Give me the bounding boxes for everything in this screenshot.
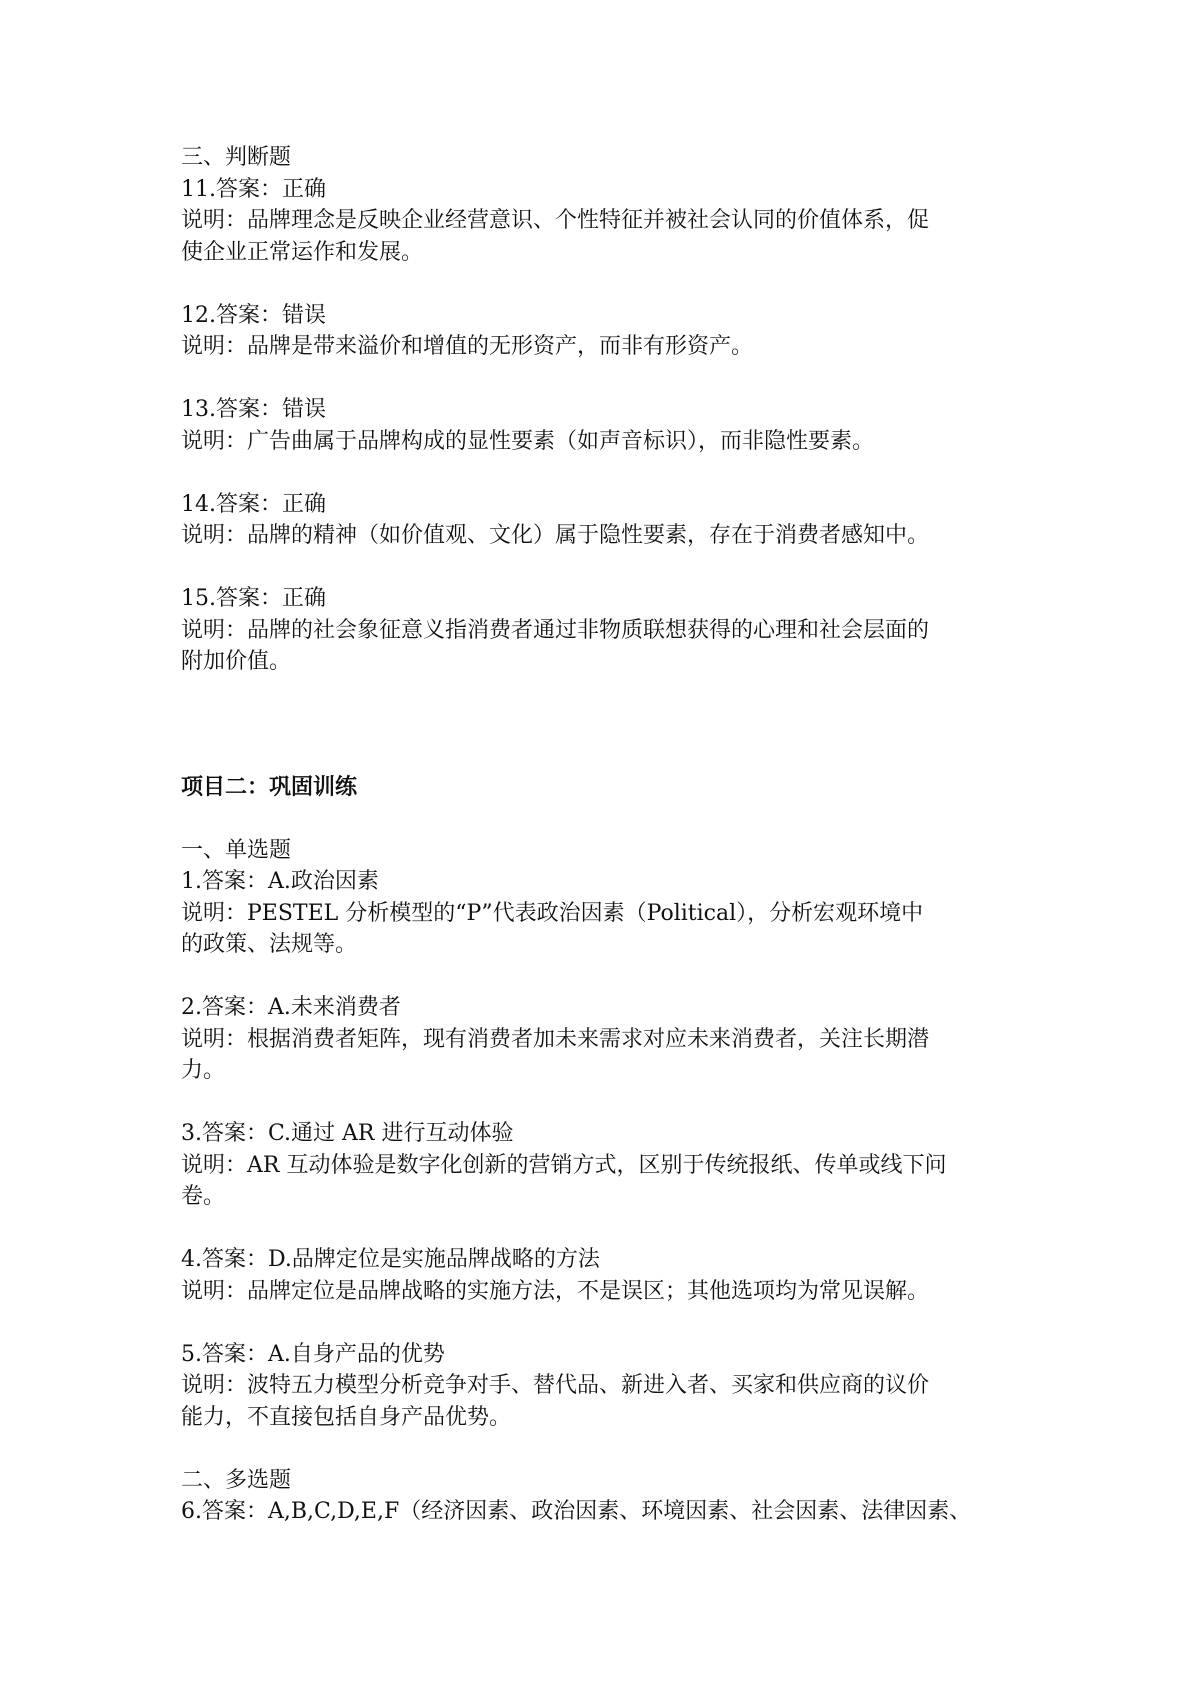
explanation-line: 能力，不直接包括自身产品优势。: [181, 1404, 512, 1430]
explanation-line: 卷。: [181, 1184, 226, 1209]
paragraph-gap: [181, 803, 1031, 835]
project-heading: 项目二：巩固训练: [181, 774, 358, 800]
paragraph-gap: [181, 363, 1031, 395]
explanation-line: 力。: [181, 1058, 226, 1083]
section-title-single-choice: 一、单选题: [181, 837, 292, 863]
answer-line: 13.答案：错误: [181, 397, 326, 422]
answer-line: 14.答案：正确: [181, 491, 326, 517]
paragraph-gap: [181, 552, 1031, 584]
answer-line: 4.答案：D.品牌定位是实施品牌战略的方法: [181, 1247, 600, 1272]
answer-line: 3.答案：C.通过 AR 进行互动体验: [181, 1121, 514, 1146]
answer-line: 1.答案：A.政治因素: [181, 869, 379, 894]
paragraph-gap: [181, 1307, 1031, 1339]
section-title-multiple-choice: 二、多选题: [181, 1467, 292, 1493]
answer-line: 11.答案：正确: [181, 176, 326, 202]
paragraph-gap: [181, 961, 1031, 993]
explanation-line: 的政策、法规等。: [181, 932, 358, 957]
answer-line: 2.答案：A.未来消费者: [181, 995, 401, 1020]
explanation-line: 说明：品牌定位是品牌战略的实施方法，不是误区；其他选项均为常见误解。: [181, 1278, 930, 1304]
explanation-line: 说明：AR 互动体验是数字化创新的营销方式，区别于传统报纸、传单或线下问: [181, 1152, 947, 1178]
explanation-line: 使企业正常运作和发展。: [181, 239, 424, 265]
explanation-line: 说明：品牌的社会象征意义指消费者通过非物质联想获得的心理和社会层面的: [181, 617, 930, 643]
explanation-line: 说明：品牌理念是反映企业经营意识、个性特征并被社会认同的价值体系，促: [181, 208, 930, 233]
answer-line: 12.答案：错误: [181, 302, 326, 328]
paragraph-gap: [181, 268, 1031, 300]
explanation-line: 说明：根据消费者矩阵，现有消费者加未来需求对应未来消费者，关注长期潜: [181, 1026, 930, 1052]
document-page: [181, 142, 1031, 1528]
explanation-line: 说明：PESTEL 分析模型的“P”代表政治因素（Political），分析宏观环境中: [181, 900, 924, 926]
answer-line: 15.答案：正确: [181, 586, 326, 611]
explanation-line: 附加价值。: [181, 649, 292, 674]
explanation-line: 说明：波特五力模型分析竞争对手、替代品、新进入者、买家和供应商的议价: [181, 1373, 930, 1398]
paragraph-gap: [181, 1213, 1031, 1245]
paragraph-gap: [181, 457, 1031, 489]
explanation-line: 说明：品牌是带来溢价和增值的无形资产，而非有形资产。: [181, 334, 754, 359]
paragraph-gap: [181, 1087, 1031, 1119]
answer-line: 5.答案：A.自身产品的优势: [181, 1341, 445, 1367]
answer-line: 6.答案：A,B,C,D,E,F（经济因素、政治因素、环境因素、社会因素、法律因素、: [181, 1499, 972, 1524]
explanation-line: 说明：品牌的精神（如价值观、文化）属于隐性要素，存在于消费者感知中。: [181, 523, 930, 548]
section-title-true-false: 三、判断题: [181, 145, 292, 170]
paragraph-gap: [181, 1433, 1031, 1465]
section-gap: [181, 678, 1031, 772]
explanation-line: 说明：广告曲属于品牌构成的显性要素（如声音标识），而非隐性要素。: [181, 428, 875, 454]
